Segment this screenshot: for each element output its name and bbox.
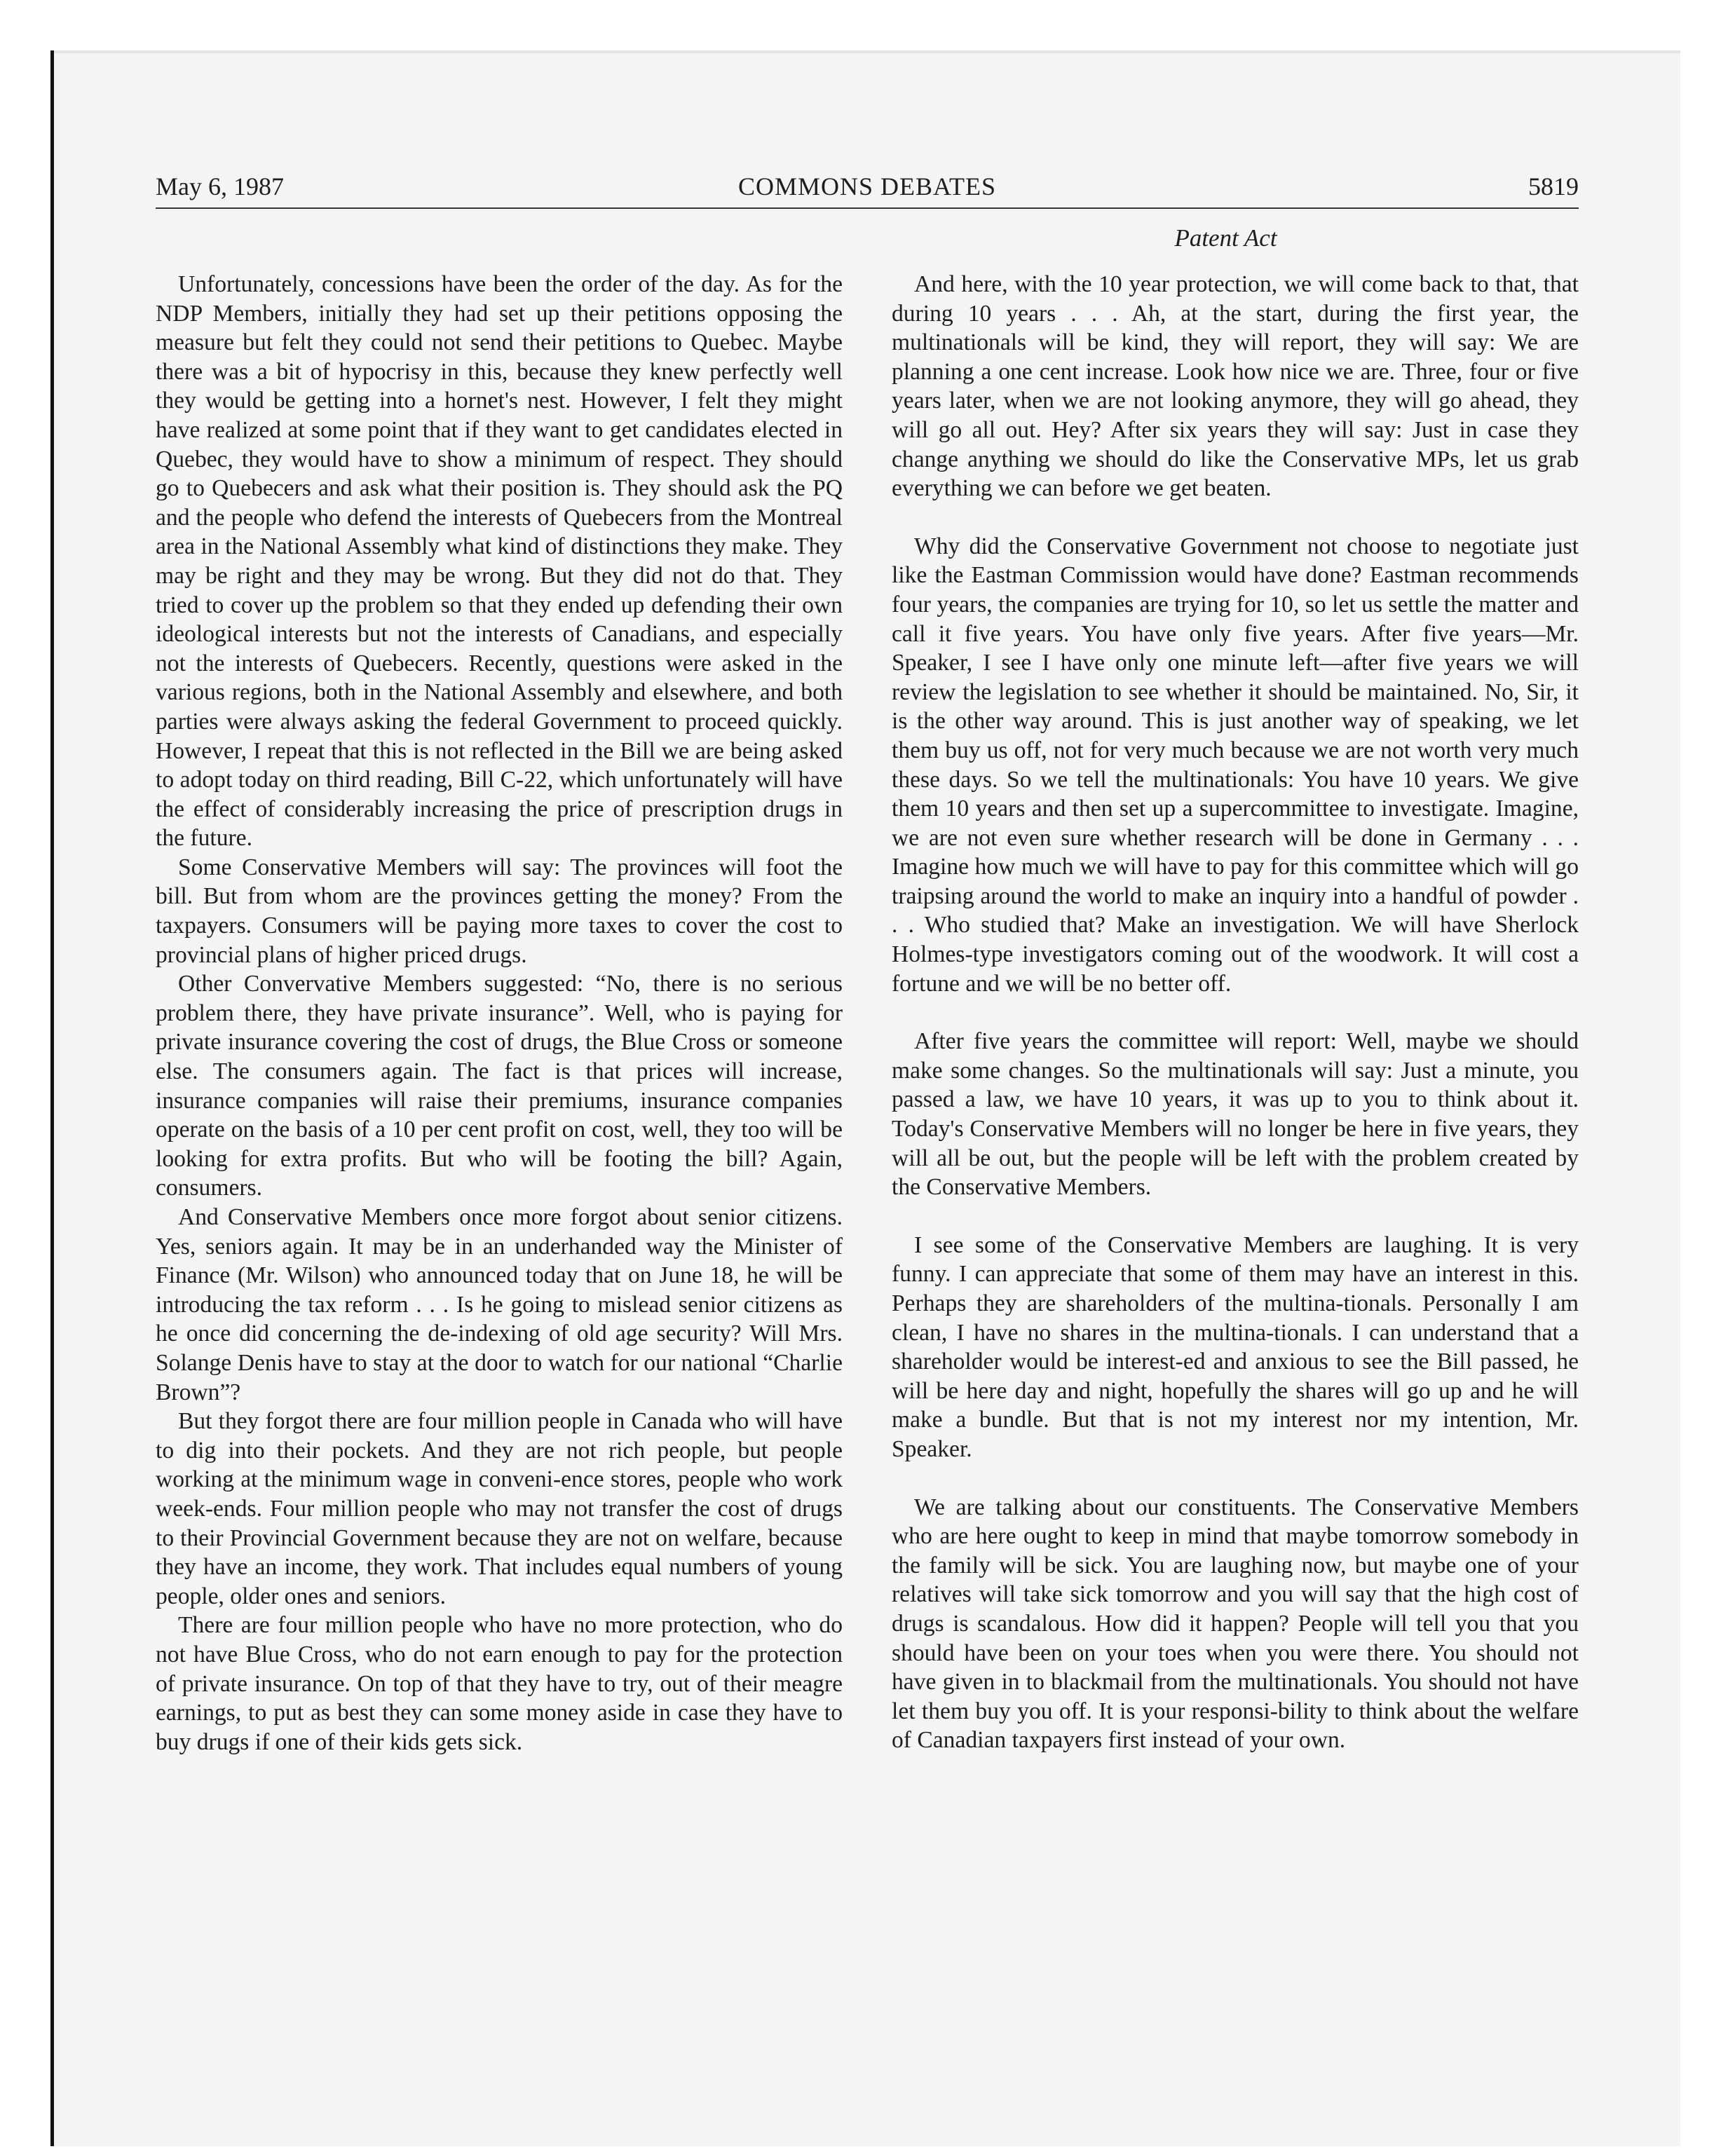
paragraph: Some Conservative Members will say: The provinces will foot the bill. But from whom are the provinces getting the money? From the taxpayers. Consumers will be paying more taxes to cover the cost to provincial plans of higher priced drugs. bbox=[156, 854, 843, 968]
header-page-number: 5819 bbox=[1528, 172, 1579, 200]
paragraph: We are talking about our constituents. The Conservative Members who are here ought to keep in mind that maybe tomorrow somebody in the family will be sick. You are laughing now, but maybe one of your relatives will take sick tomorrow and you will say that the high cost of drugs is scandalous. How did it happen? People will tell you that you should have been on your toes when you were there. You should not have given in to blackmail from the multinationals. You should not have let them buy you off. It is your responsi-bility to think about the welfare of Canadian taxpayers first instead of your own. bbox=[892, 1494, 1579, 1754]
left-column bbox=[156, 270, 843, 1756]
header-title: COMMONS DEBATES bbox=[737, 172, 997, 200]
paragraph: There are four million people who have no more protection, who do not have Blue Cross, who do not earn enough to pay for the protection of private insurance. On top of that they have to try, out of their meagre earnings, to put as best they can some money aside in case they have to buy drugs if one of their kids gets sick. bbox=[156, 1612, 843, 1755]
paragraph: And Conservative Members once more forgot about senior citizens. Yes, seniors again. It may be in an underhanded way the Minister of Finance (Mr. Wilson) who announced today that on June 18, he will be introducing the tax reform . . . Is he going to mislead senior citizens as he once did concerning the de-indexing of old age security? Will Mrs. Solange Denis have to stay at the door to watch for our national “Charlie Brown”? bbox=[156, 1204, 843, 1405]
right-column bbox=[892, 270, 1579, 1755]
paragraph: Unfortunately, concessions have been the order of the day. As for the NDP Members, initially they had set up their petitions opposing the measure but felt they could not send their petitions to Quebec. Maybe there was a bit of hypocrisy in this, because they knew perfectly well they would be getting into a hornet's nest. However, I felt they might have realized at some point that if they want to get candidates elected in Quebec, they would have to show a minimum of respect. They should go to Quebecers and ask what their position is. They should ask the PQ and the people who defend the interests of Quebecers from the Montreal area in the National Assembly what kind of distinctions they make. They may be right and they may be wrong. But they did not do that. They tried to cover up the problem so that they ended up defending their own ideological interests but not the interests of Canadians, and especially not the interests of Quebecers. Recently, questions were asked in the various regions, both in the National Assembly and elsewhere, and both parties were always asking the federal Government to proceed quickly. However, I repeat that this is not reflected in the Bill we are being asked to adopt today on third reading, Bill C-22, which unfortunately will have the effect of considerably increasing the price of prescription drugs in the future. bbox=[156, 271, 843, 852]
paragraph: I see some of the Conservative Members are laughing. It is very funny. I can appreciate that some of them may have an interest in this. Perhaps they are shareholders of the multina-tionals. Personally I am clean, I have no shares in the multina-tionals. I can understand that a shareholder would be interest-ed and anxious to see the Bill passed, he will be here day and night, hopefully the shares will go up and he will make a bundle. But that is not my interest nor my intention, Mr. Speaker. bbox=[892, 1231, 1579, 1462]
page-header bbox=[156, 171, 1579, 209]
header-date: May 6, 1987 bbox=[156, 172, 284, 200]
section-title: Patent Act bbox=[1174, 224, 1277, 252]
paragraph: And here, with the 10 year protection, we will come back to that, that during 10 years . . . Ah, at the start, during the first year, the multinationals will be kind, they will report, they will say: We are planning a one cent increase. Look how nice we are. Three, four or five years later, when we are not looking anymore, they will go ahead, they will go all out. Hey? After six years they will say: Just in case they change anything we should do like the Conservative MPs, let us grab everything we can before we get beaten. bbox=[892, 271, 1579, 502]
paragraph: Other Convervative Members suggested: “No, there is no serious problem there, they have private insurance”. Well, who is paying for private insurance covering the cost of drugs, the Blue Cross or someone else. The consumers again. The fact is that prices will increase, insurance companies will raise their premiums, insurance companies operate on the basis of a 10 per cent profit on cost, well, they too will be looking for extra profits. But who will be footing the bill? Again, consumers. bbox=[156, 971, 843, 1201]
paragraph: After five years the committee will report: Well, maybe we should make some changes. So the multinationals will say: Just a minute, you passed a law, we have 10 years, it was up to you to think about it. Today's Conservative Members will no longer be here in five years, they will all be out, but the people will be left with the problem created by the Conservative Members. bbox=[892, 1028, 1579, 1201]
paragraph: But they forgot there are four million people in Canada who will have to dig into their pockets. And they are not rich people, but people working at the minimum wage in conveni-ence stores, people who work week-ends. Four million people who may not transfer the cost of drugs to their Provincial Government because they are not on welfare, because they have an income, they work. That includes equal numbers of young people, older ones and seniors. bbox=[156, 1408, 843, 1609]
paragraph: Why did the Conservative Government not choose to negotiate just like the Eastman Commission would have done? Eastman recommends four years, the companies are trying for 10, so let us settle the matter and call it five years. You have only five years. After five years—Mr. Speaker, I see I have only one minute left—after five years we will review the legislation to see whether it should be maintained. No, Sir, it is the other way around. This is just another way of speaking, we let them buy us off, not for very much because we are not worth very much these days. So we tell the multinationals: You have 10 years. We give them 10 years and then set up a supercommittee to investigate. Imagine, we are not even sure whether research will be done in Germany . . . Imagine how much we will have to pay for this committee which will go traipsing around the world to make an inquiry into a handful of powder . . . Who studied that? Make an investigation. We will have Sherlock Holmes-type investigators coming out of the woodwork. It will cost a fortune and we will be no better off. bbox=[892, 533, 1579, 997]
